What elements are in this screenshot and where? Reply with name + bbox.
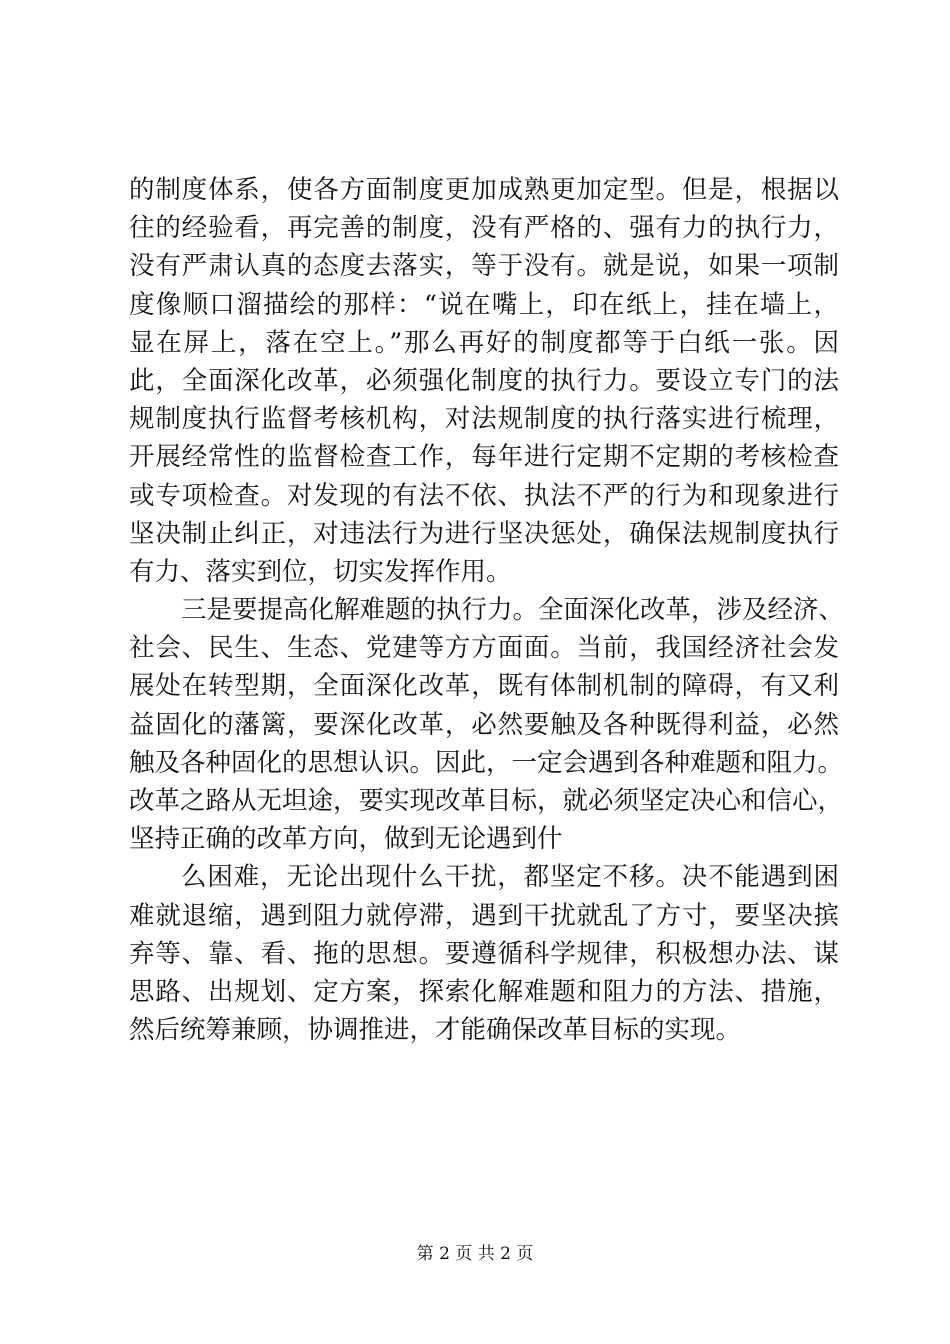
text-line: 益固化的藩篱，要深化改革，必然要触及各种既得利益，必然 bbox=[129, 709, 839, 740]
text-line: 展处在转型期，全面深化改革，既有体制机制的障碍，有又利 bbox=[129, 671, 839, 702]
text-line: 没有严肃认真的态度去落实，等于没有。就是说，如果一项制 bbox=[129, 251, 839, 282]
text-line: 三是要提高化解难题的执行力。全面深化改革，涉及经济、 bbox=[181, 595, 845, 626]
text-line: 有力、落实到位，切实发挥作用。 bbox=[129, 556, 512, 587]
body-text bbox=[129, 171, 845, 1049]
text-line: 开展经常性的监督检查工作，每年进行定期不定期的考核检查 bbox=[129, 442, 839, 473]
text-line: 社会、民生、生态、党建等方方面面。当前，我国经济社会发 bbox=[129, 633, 839, 664]
text-line: 显在屏上，落在空上。”那么再好的制度都等于白纸一张。因 bbox=[129, 327, 839, 358]
text-line: 坚持正确的改革方向，做到无论遇到什 bbox=[129, 824, 563, 855]
text-line: 思路、出规划、定方案，探索化解难题和阻力的方法、措施， bbox=[129, 976, 839, 1007]
text-line: 改革之路从无坦途，要实现改革目标，就必须坚定决心和信心， bbox=[129, 786, 844, 816]
text-line: 触及各种固化的思想认识。因此，一定会遇到各种难题和阻力。 bbox=[129, 747, 844, 778]
text-line: 弃等、靠、看、拖的思想。要遵循科学规律，积极想办法、谋 bbox=[129, 938, 839, 969]
text-line: 的制度体系，使各方面制度更加成熟更加定型。但是，根据以 bbox=[129, 175, 839, 205]
text-line: 规制度执行监督考核机构，对法规制度的执行落实进行梳理， bbox=[129, 404, 839, 435]
text-line: 难就退缩，遇到阻力就停滞，遇到干扰就乱了方寸，要坚决摈 bbox=[129, 900, 839, 931]
text-line: 然后统筹兼顾，协调推进，才能确保改革目标的实现。 bbox=[129, 1015, 742, 1046]
page-number-footer: 第 2 页 共 2 页 bbox=[416, 1244, 534, 1264]
text-line: 往的经验看，再完善的制度，没有严格的、强有力的执行力， bbox=[129, 213, 839, 244]
text-line: 坚决制止纠正，对违法行为进行坚决惩处，确保法规制度执行 bbox=[129, 518, 839, 549]
text-line: 或专项检查。对发现的有法不依、执法不严的行为和现象进行 bbox=[129, 480, 839, 511]
text-line: 此，全面深化改革，必须强化制度的执行力。要设立专门的法 bbox=[129, 365, 839, 396]
text-line: 么困难，无论出现什么干扰，都坚定不移。决不能遇到困 bbox=[181, 862, 839, 893]
text-line: 度像顺口溜描绘的那样：“说在嘴上，印在纸上，挂在墙上， bbox=[129, 289, 839, 320]
